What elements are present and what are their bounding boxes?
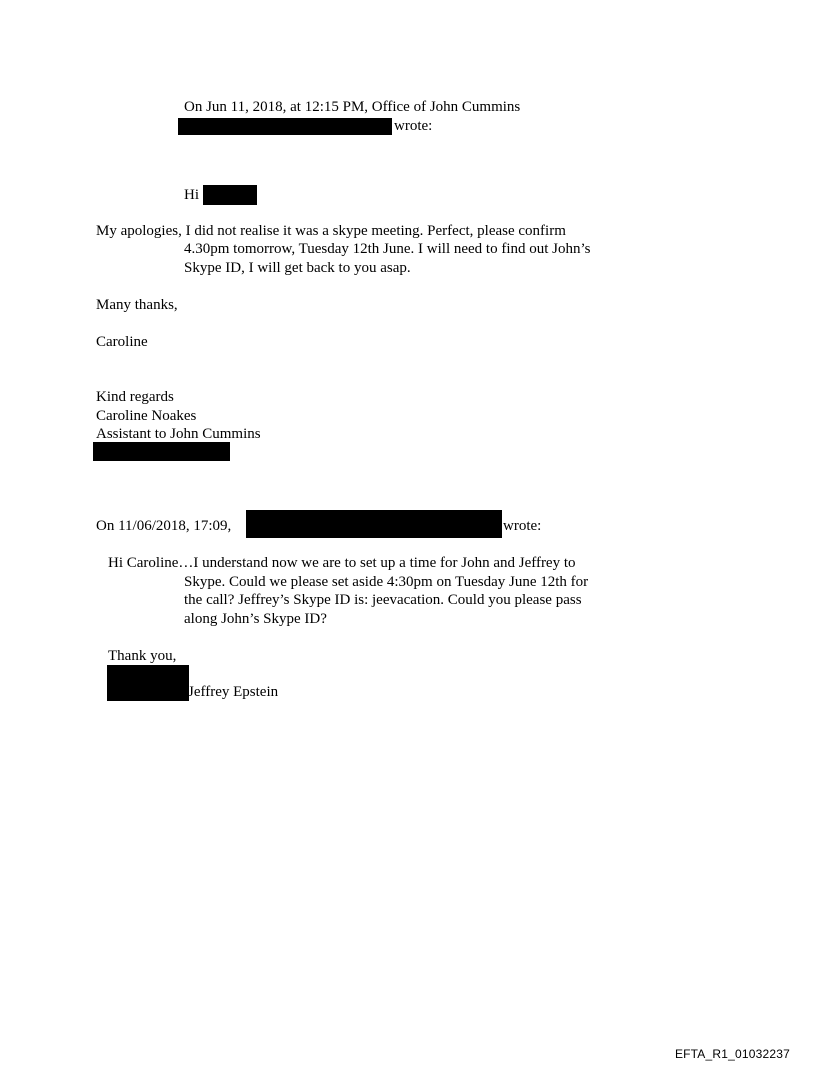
email1-body-line3: Skype ID, I will get back to you asap. — [184, 260, 411, 276]
signature-regards: Kind regards — [96, 389, 174, 405]
redaction-recipient-name — [203, 185, 257, 205]
email1-thanks: Many thanks, — [96, 297, 178, 313]
email2-header-wrote: wrote: — [503, 518, 542, 534]
email2-signature-name: Jeffrey Epstein — [188, 684, 279, 700]
document-id: EFTA_R1_01032237 — [674, 1047, 790, 1061]
redaction-signature-line — [93, 442, 230, 461]
email1-greeting: Hi — [184, 187, 199, 203]
email2-header-prefix: On 11/06/2018, 17:09, — [96, 518, 232, 534]
redaction-email-address — [178, 118, 392, 135]
signature-title: Assistant to John Cummins — [96, 426, 261, 442]
redaction-signature-block — [107, 665, 189, 701]
email2-thanks: Thank you, — [108, 648, 177, 664]
email1-body-line2: 4.30pm tomorrow, Tuesday 12th June. I will need to find out John’s — [184, 241, 591, 257]
email1-header-line1: On Jun 11, 2018, at 12:15 PM, Office of John Cummins — [184, 99, 521, 115]
email1-body-line1: My apologies, I did not realise it was a skype meeting. Perfect, please confirm — [96, 223, 566, 239]
email2-body-line1: Hi Caroline…I understand now we are to set up a time for John and Jeffrey to — [108, 555, 576, 571]
email2-body-line2: Skype. Could we please set aside 4:30pm on Tuesday June 12th for — [184, 574, 589, 590]
redaction-sender-address — [246, 510, 502, 538]
email1-name: Caroline — [96, 334, 148, 350]
email1-header-wrote: wrote: — [394, 118, 433, 134]
email2-body-line4: along John’s Skype ID? — [184, 611, 327, 627]
email2-body-line3: the call? Jeffrey’s Skype ID is: jeevacation. Could you please pass — [184, 592, 582, 608]
signature-name: Caroline Noakes — [96, 408, 197, 424]
